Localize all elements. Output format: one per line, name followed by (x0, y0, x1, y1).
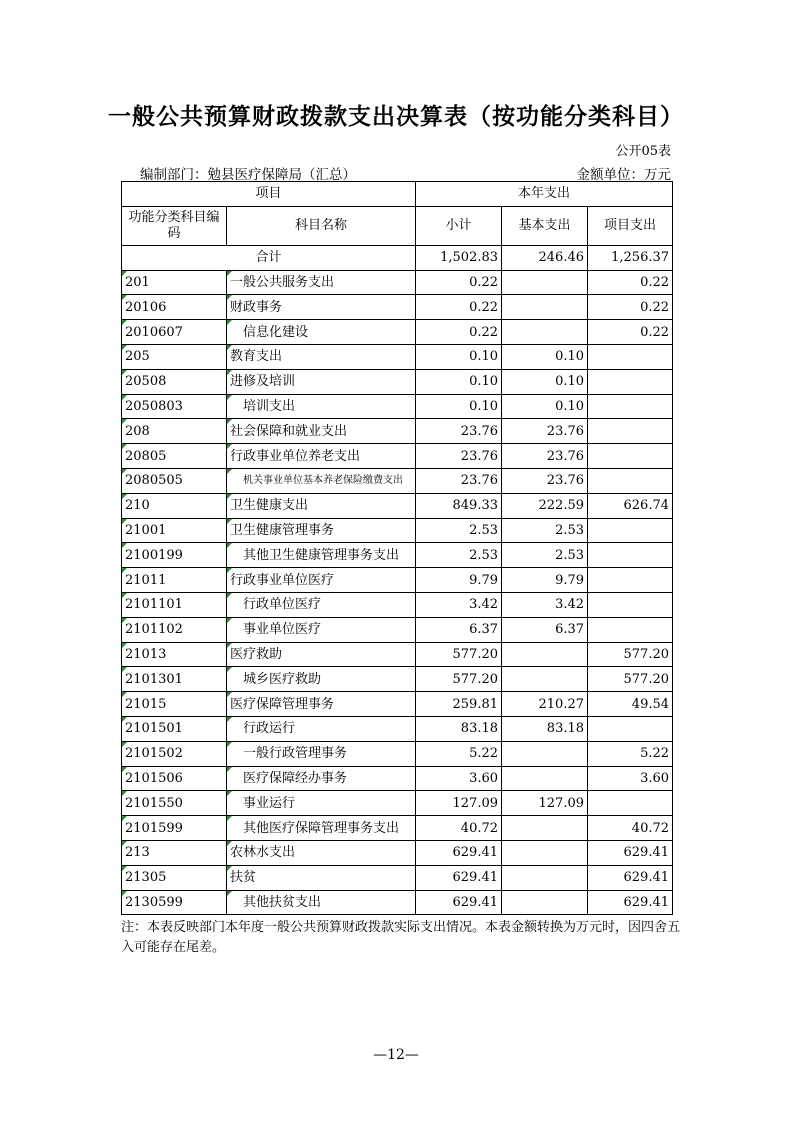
header-project: 项目 (122, 182, 416, 207)
row-basic (502, 642, 588, 667)
row-project: 577.20 (588, 667, 673, 692)
row-code: 205 (122, 344, 227, 369)
row-basic: 23.76 (502, 468, 588, 493)
header-subtotal: 小计 (416, 206, 502, 245)
table-row (122, 320, 673, 345)
row-project (588, 543, 673, 568)
row-project: 0.22 (588, 270, 673, 295)
row-basic: 127.09 (502, 791, 588, 816)
row-subtotal: 0.10 (416, 344, 502, 369)
total-label: 合计 (122, 245, 416, 270)
table-row (122, 791, 673, 816)
row-basic (502, 890, 588, 915)
row-basic (502, 816, 588, 841)
row-subtotal: 3.42 (416, 592, 502, 617)
row-name: 一般公共服务支出 (227, 270, 416, 295)
table-row (122, 692, 673, 717)
table-row (122, 766, 673, 791)
row-project (588, 419, 673, 444)
row-code: 201 (122, 270, 227, 295)
header-project-exp: 项目支出 (588, 206, 673, 245)
row-code: 210 (122, 493, 227, 518)
header-code: 功能分类科目编码 (122, 206, 227, 245)
row-basic (502, 320, 588, 345)
total-subtotal: 1,502.83 (416, 245, 502, 270)
row-subtotal: 9.79 (416, 568, 502, 593)
row-basic (502, 741, 588, 766)
row-name: 行政事业单位医疗 (227, 568, 416, 593)
table-row (122, 642, 673, 667)
row-basic (502, 270, 588, 295)
row-project: 629.41 (588, 840, 673, 865)
row-subtotal: 0.22 (416, 270, 502, 295)
row-code: 2101501 (122, 716, 227, 741)
header-row-1 (122, 182, 673, 207)
row-code: 208 (122, 419, 227, 444)
row-name: 其他医疗保障管理事务支出 (227, 816, 416, 841)
row-basic: 222.59 (502, 493, 588, 518)
row-name: 医疗保障管理事务 (227, 692, 416, 717)
row-subtotal: 23.76 (416, 444, 502, 469)
row-name: 行政运行 (227, 716, 416, 741)
row-basic: 23.76 (502, 444, 588, 469)
row-name: 医疗保障经办事务 (227, 766, 416, 791)
row-name: 进修及培训 (227, 369, 416, 394)
row-subtotal: 40.72 (416, 816, 502, 841)
row-subtotal: 849.33 (416, 493, 502, 518)
row-name: 财政事务 (227, 295, 416, 320)
row-basic (502, 667, 588, 692)
row-project (588, 568, 673, 593)
row-subtotal: 2.53 (416, 543, 502, 568)
row-code: 21001 (122, 518, 227, 543)
table-row (122, 468, 673, 493)
row-code: 20805 (122, 444, 227, 469)
table-row (122, 667, 673, 692)
row-subtotal: 0.22 (416, 320, 502, 345)
row-code: 2130599 (122, 890, 227, 915)
table-row (122, 543, 673, 568)
row-project (588, 592, 673, 617)
table-row (122, 295, 673, 320)
row-project (588, 369, 673, 394)
row-subtotal: 629.41 (416, 865, 502, 890)
row-code: 2100199 (122, 543, 227, 568)
table-row (122, 518, 673, 543)
row-name: 行政事业单位养老支出 (227, 444, 416, 469)
table-row (122, 890, 673, 915)
row-subtotal: 629.41 (416, 890, 502, 915)
row-subtotal: 629.41 (416, 840, 502, 865)
table-row (122, 816, 673, 841)
row-subtotal: 2.53 (416, 518, 502, 543)
row-name: 扶贫 (227, 865, 416, 890)
table-row (122, 419, 673, 444)
row-project: 3.60 (588, 766, 673, 791)
row-basic: 83.18 (502, 716, 588, 741)
row-code: 2010607 (122, 320, 227, 345)
row-project: 5.22 (588, 741, 673, 766)
row-subtotal: 577.20 (416, 642, 502, 667)
row-basic (502, 766, 588, 791)
row-basic (502, 295, 588, 320)
row-subtotal: 0.10 (416, 369, 502, 394)
row-code: 2101506 (122, 766, 227, 791)
table-row (122, 444, 673, 469)
row-project (588, 791, 673, 816)
row-project (588, 716, 673, 741)
row-subtotal: 0.10 (416, 394, 502, 419)
row-name: 机关事业单位基本养老保险缴费支出 (227, 468, 416, 493)
row-name: 农林水支出 (227, 840, 416, 865)
row-name: 培训支出 (227, 394, 416, 419)
row-code: 2101599 (122, 816, 227, 841)
row-code: 2101102 (122, 617, 227, 642)
expenditure-table (121, 181, 673, 915)
row-basic: 9.79 (502, 568, 588, 593)
total-row (122, 245, 673, 270)
department-label: 编制部门： (140, 167, 208, 183)
row-code: 21011 (122, 568, 227, 593)
row-basic (502, 840, 588, 865)
row-name: 其他扶贫支出 (227, 890, 416, 915)
table-row (122, 493, 673, 518)
header-current-year: 本年支出 (416, 182, 673, 207)
form-number: 公开05表 (615, 144, 671, 159)
row-subtotal: 23.76 (416, 468, 502, 493)
row-project: 0.22 (588, 295, 673, 320)
row-name: 一般行政管理事务 (227, 741, 416, 766)
row-name: 医疗救助 (227, 642, 416, 667)
row-basic: 2.53 (502, 543, 588, 568)
row-basic: 3.42 (502, 592, 588, 617)
row-subtotal: 3.60 (416, 766, 502, 791)
unit-label: 金额单位：万元 (576, 167, 671, 183)
row-name: 社会保障和就业支出 (227, 419, 416, 444)
footnote: 注：本表反映部门本年度一般公共预算财政拨款实际支出情况。本表金额转换为万元时，因四舍五入可能存在尾差。 (121, 920, 681, 955)
row-subtotal: 83.18 (416, 716, 502, 741)
table-row (122, 568, 673, 593)
total-project: 1,256.37 (588, 245, 673, 270)
department-name: 勉县医疗保障局（汇总） (207, 167, 356, 183)
table-row (122, 716, 673, 741)
header-name: 科目名称 (227, 206, 416, 245)
header-row-2 (122, 206, 673, 245)
row-subtotal: 23.76 (416, 419, 502, 444)
row-project (588, 518, 673, 543)
row-basic: 210.27 (502, 692, 588, 717)
row-subtotal: 6.37 (416, 617, 502, 642)
row-project: 626.74 (588, 493, 673, 518)
header-basic: 基本支出 (502, 206, 588, 245)
table-row (122, 840, 673, 865)
row-project: 40.72 (588, 816, 673, 841)
table-row (122, 344, 673, 369)
row-project (588, 394, 673, 419)
row-subtotal: 577.20 (416, 667, 502, 692)
row-code: 2101550 (122, 791, 227, 816)
table-row (122, 617, 673, 642)
row-code: 213 (122, 840, 227, 865)
row-name: 事业运行 (227, 791, 416, 816)
page-title: 一般公共预算财政拨款支出决算表（按功能分类科目） (108, 104, 684, 130)
row-project: 629.41 (588, 865, 673, 890)
row-code: 2050803 (122, 394, 227, 419)
page-number: —12— (373, 1047, 419, 1063)
table-row (122, 394, 673, 419)
row-code: 20106 (122, 295, 227, 320)
row-name: 行政单位医疗 (227, 592, 416, 617)
row-name: 城乡医疗救助 (227, 667, 416, 692)
row-basic: 2.53 (502, 518, 588, 543)
row-name: 教育支出 (227, 344, 416, 369)
row-basic: 6.37 (502, 617, 588, 642)
row-code: 2101101 (122, 592, 227, 617)
table-row (122, 741, 673, 766)
row-code: 2101502 (122, 741, 227, 766)
table-row (122, 369, 673, 394)
row-name: 卫生健康支出 (227, 493, 416, 518)
row-name: 卫生健康管理事务 (227, 518, 416, 543)
row-code: 20508 (122, 369, 227, 394)
row-code: 21013 (122, 642, 227, 667)
row-basic (502, 865, 588, 890)
row-basic: 0.10 (502, 394, 588, 419)
row-code: 21305 (122, 865, 227, 890)
row-subtotal: 5.22 (416, 741, 502, 766)
row-name: 事业单位医疗 (227, 617, 416, 642)
row-name: 信息化建设 (227, 320, 416, 345)
row-project (588, 444, 673, 469)
row-name: 其他卫生健康管理事务支出 (227, 543, 416, 568)
row-project: 49.54 (588, 692, 673, 717)
row-basic: 0.10 (502, 369, 588, 394)
row-project: 0.22 (588, 320, 673, 345)
row-project (588, 468, 673, 493)
row-subtotal: 127.09 (416, 791, 502, 816)
total-basic: 246.46 (502, 245, 588, 270)
table-row (122, 592, 673, 617)
row-code: 21015 (122, 692, 227, 717)
row-code: 2101301 (122, 667, 227, 692)
row-basic: 0.10 (502, 344, 588, 369)
department-line (140, 163, 356, 183)
row-basic: 23.76 (502, 419, 588, 444)
row-code: 2080505 (122, 468, 227, 493)
row-subtotal: 259.81 (416, 692, 502, 717)
row-project (588, 344, 673, 369)
row-project (588, 617, 673, 642)
row-project: 629.41 (588, 890, 673, 915)
table-row (122, 270, 673, 295)
row-project: 577.20 (588, 642, 673, 667)
table-row (122, 865, 673, 890)
row-subtotal: 0.22 (416, 295, 502, 320)
